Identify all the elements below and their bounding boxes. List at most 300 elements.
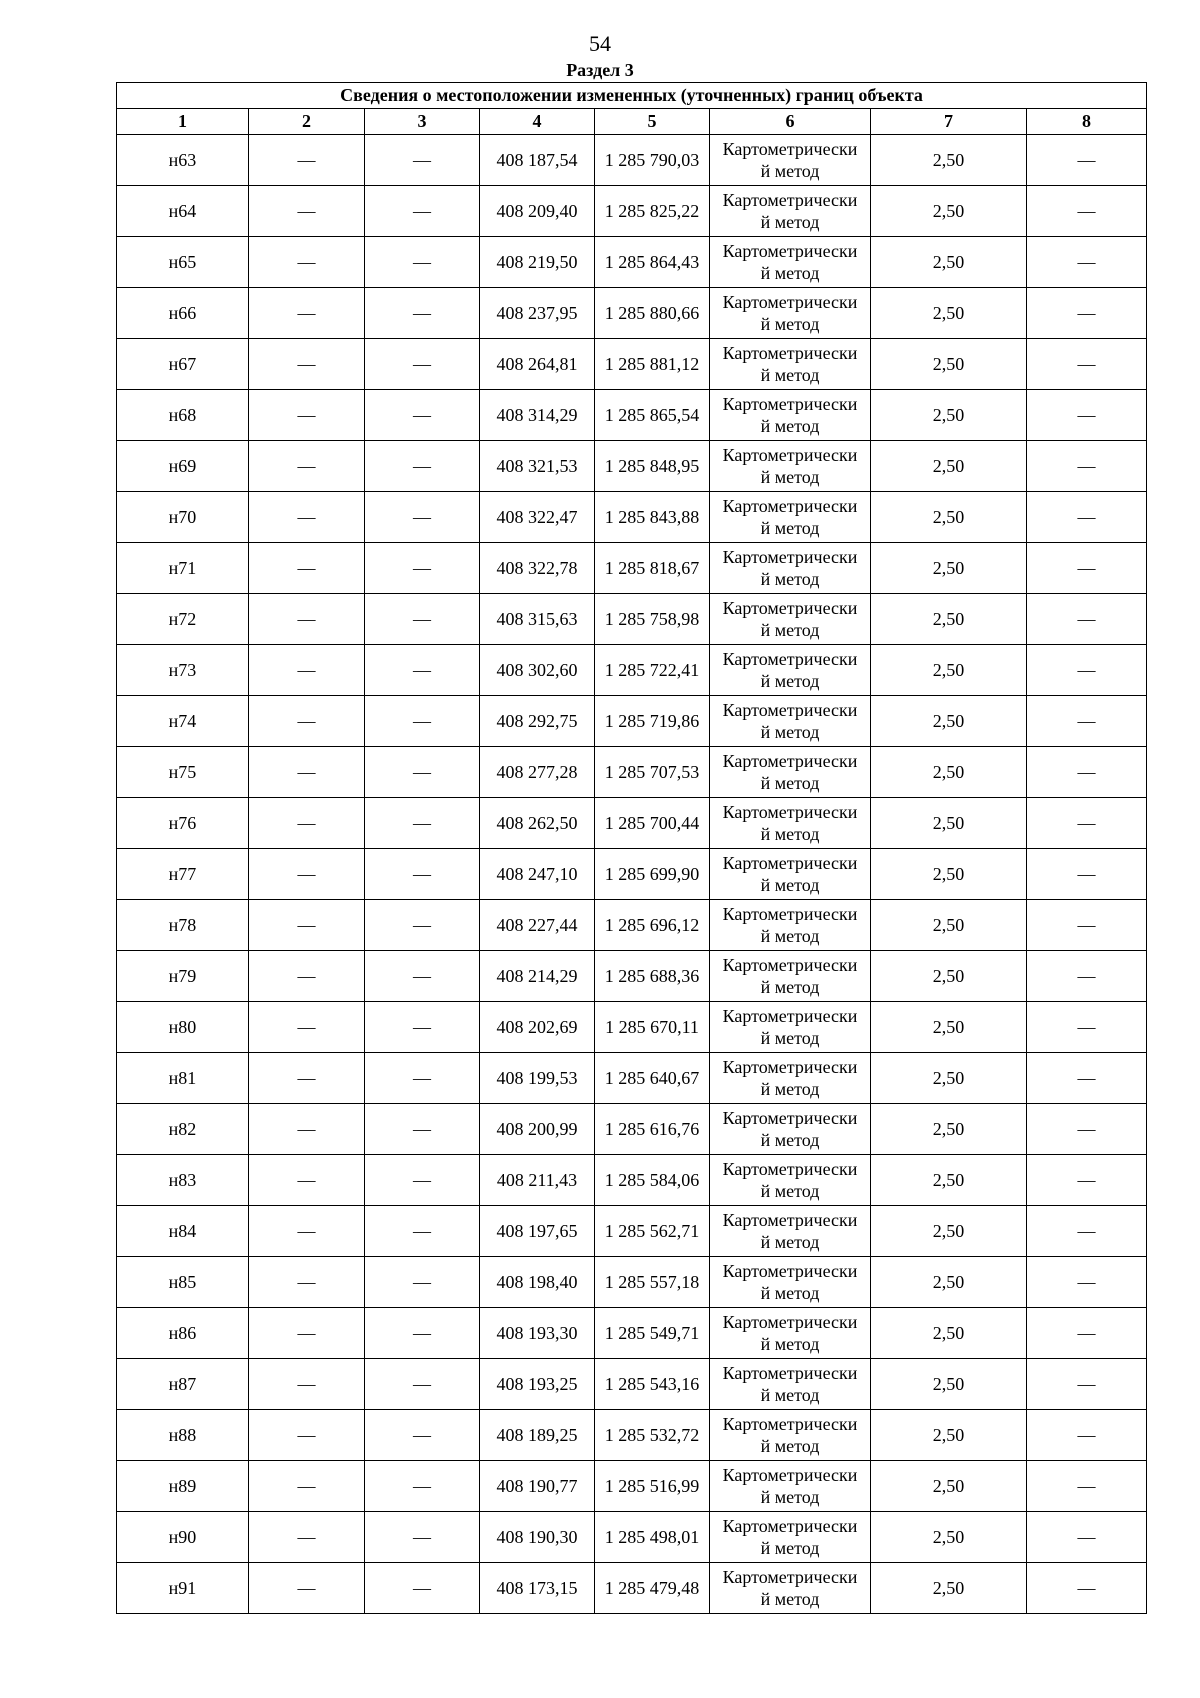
column-8-cell: — bbox=[1027, 1410, 1147, 1461]
method-text-line-2: й метод bbox=[760, 1283, 820, 1303]
column-2-cell: — bbox=[249, 900, 365, 951]
accuracy-cell: 2,50 bbox=[871, 1206, 1027, 1257]
x-coordinate-cell: 408 199,53 bbox=[480, 1053, 595, 1104]
column-number: 4 bbox=[480, 109, 595, 135]
x-coordinate-cell: 408 190,30 bbox=[480, 1512, 595, 1563]
method-cell bbox=[710, 543, 871, 594]
column-3-cell: — bbox=[365, 1563, 480, 1614]
column-2-cell: — bbox=[249, 951, 365, 1002]
column-2-cell: — bbox=[249, 492, 365, 543]
accuracy-cell: 2,50 bbox=[871, 1104, 1027, 1155]
table-row bbox=[117, 696, 1147, 747]
point-cell: н81 bbox=[117, 1053, 249, 1104]
table-row bbox=[117, 288, 1147, 339]
method-cell bbox=[710, 900, 871, 951]
column-3-cell: — bbox=[365, 135, 480, 186]
point-cell: н88 bbox=[117, 1410, 249, 1461]
column-2-cell: — bbox=[249, 1512, 365, 1563]
column-2-cell: — bbox=[249, 135, 365, 186]
method-text-line-1: Картометрически bbox=[722, 343, 858, 363]
accuracy-cell: 2,50 bbox=[871, 1155, 1027, 1206]
method-text-line-1: Картометрически bbox=[722, 802, 858, 822]
column-3-cell: — bbox=[365, 339, 480, 390]
column-3-cell: — bbox=[365, 1002, 480, 1053]
column-8-cell: — bbox=[1027, 186, 1147, 237]
y-coordinate-cell: 1 285 498,01 bbox=[595, 1512, 710, 1563]
boundary-table bbox=[116, 82, 1147, 1614]
y-coordinate-cell: 1 285 543,16 bbox=[595, 1359, 710, 1410]
column-3-cell: — bbox=[365, 645, 480, 696]
column-8-cell: — bbox=[1027, 1461, 1147, 1512]
method-text-line-1: Картометрически bbox=[722, 190, 858, 210]
method-text-line-2: й метод bbox=[760, 875, 820, 895]
column-8-cell: — bbox=[1027, 1512, 1147, 1563]
method-text-line-1: Картометрически bbox=[722, 1210, 858, 1230]
y-coordinate-cell: 1 285 562,71 bbox=[595, 1206, 710, 1257]
accuracy-cell: 2,50 bbox=[871, 237, 1027, 288]
method-text-line-2: й метод bbox=[760, 1538, 820, 1558]
column-3-cell: — bbox=[365, 237, 480, 288]
point-cell: н79 bbox=[117, 951, 249, 1002]
column-2-cell: — bbox=[249, 1563, 365, 1614]
page-number: 54 bbox=[589, 31, 611, 56]
method-text-line-2: й метод bbox=[760, 365, 820, 385]
y-coordinate-cell: 1 285 688,36 bbox=[595, 951, 710, 1002]
column-2-cell: — bbox=[249, 288, 365, 339]
column-3-cell: — bbox=[365, 696, 480, 747]
accuracy-cell: 2,50 bbox=[871, 339, 1027, 390]
method-cell bbox=[710, 1053, 871, 1104]
method-text-line-1: Картометрически bbox=[722, 1465, 858, 1485]
column-3-cell: — bbox=[365, 1308, 480, 1359]
x-coordinate-cell: 408 314,29 bbox=[480, 390, 595, 441]
column-8-cell: — bbox=[1027, 747, 1147, 798]
column-number: 7 bbox=[871, 109, 1027, 135]
method-text-line-1: Картометрически bbox=[722, 904, 858, 924]
point-cell: н70 bbox=[117, 492, 249, 543]
x-coordinate-cell: 408 227,44 bbox=[480, 900, 595, 951]
column-2-cell: — bbox=[249, 1104, 365, 1155]
accuracy-cell: 2,50 bbox=[871, 1512, 1027, 1563]
method-text-line-2: й метод bbox=[760, 1487, 820, 1507]
table-row bbox=[117, 1155, 1147, 1206]
table-row bbox=[117, 237, 1147, 288]
column-2-cell: — bbox=[249, 1155, 365, 1206]
column-2-cell: — bbox=[249, 798, 365, 849]
accuracy-cell: 2,50 bbox=[871, 1359, 1027, 1410]
y-coordinate-cell: 1 285 881,12 bbox=[595, 339, 710, 390]
point-cell: н83 bbox=[117, 1155, 249, 1206]
y-coordinate-cell: 1 285 699,90 bbox=[595, 849, 710, 900]
column-8-cell: — bbox=[1027, 1257, 1147, 1308]
point-cell: н75 bbox=[117, 747, 249, 798]
method-cell bbox=[710, 1002, 871, 1053]
table-row bbox=[117, 900, 1147, 951]
method-text-line-1: Картометрически bbox=[722, 445, 858, 465]
column-8-cell: — bbox=[1027, 135, 1147, 186]
method-text-line-1: Картометрически bbox=[722, 1108, 858, 1128]
column-8-cell: — bbox=[1027, 900, 1147, 951]
x-coordinate-cell: 408 219,50 bbox=[480, 237, 595, 288]
accuracy-cell: 2,50 bbox=[871, 441, 1027, 492]
y-coordinate-cell: 1 285 825,22 bbox=[595, 186, 710, 237]
table-row bbox=[117, 1512, 1147, 1563]
x-coordinate-cell: 408 247,10 bbox=[480, 849, 595, 900]
y-coordinate-cell: 1 285 848,95 bbox=[595, 441, 710, 492]
table-row bbox=[117, 1002, 1147, 1053]
column-number: 8 bbox=[1027, 109, 1147, 135]
column-2-cell: — bbox=[249, 1308, 365, 1359]
column-2-cell: — bbox=[249, 1359, 365, 1410]
method-text-line-2: й метод bbox=[760, 314, 820, 334]
y-coordinate-cell: 1 285 843,88 bbox=[595, 492, 710, 543]
table-row bbox=[117, 390, 1147, 441]
column-3-cell: — bbox=[365, 492, 480, 543]
column-8-cell: — bbox=[1027, 1104, 1147, 1155]
table-row bbox=[117, 441, 1147, 492]
method-cell bbox=[710, 1257, 871, 1308]
y-coordinate-cell: 1 285 880,66 bbox=[595, 288, 710, 339]
y-coordinate-cell: 1 285 584,06 bbox=[595, 1155, 710, 1206]
y-coordinate-cell: 1 285 696,12 bbox=[595, 900, 710, 951]
method-text-line-1: Картометрически bbox=[722, 1567, 858, 1587]
table-row bbox=[117, 339, 1147, 390]
method-text-line-2: й метод bbox=[760, 161, 820, 181]
method-cell bbox=[710, 492, 871, 543]
column-2-cell: — bbox=[249, 696, 365, 747]
method-text-line-2: й метод bbox=[760, 773, 820, 793]
column-2-cell: — bbox=[249, 1410, 365, 1461]
accuracy-cell: 2,50 bbox=[871, 1053, 1027, 1104]
accuracy-cell: 2,50 bbox=[871, 696, 1027, 747]
method-text-line-2: й метод bbox=[760, 620, 820, 640]
column-2-cell: — bbox=[249, 441, 365, 492]
point-cell: н78 bbox=[117, 900, 249, 951]
table-row bbox=[117, 1308, 1147, 1359]
accuracy-cell: 2,50 bbox=[871, 1563, 1027, 1614]
table-row bbox=[117, 951, 1147, 1002]
point-cell: н72 bbox=[117, 594, 249, 645]
y-coordinate-cell: 1 285 864,43 bbox=[595, 237, 710, 288]
column-3-cell: — bbox=[365, 1104, 480, 1155]
column-8-cell: — bbox=[1027, 1308, 1147, 1359]
method-cell bbox=[710, 594, 871, 645]
point-cell: н77 bbox=[117, 849, 249, 900]
column-3-cell: — bbox=[365, 798, 480, 849]
point-cell: н64 bbox=[117, 186, 249, 237]
column-2-cell: — bbox=[249, 1257, 365, 1308]
point-cell: н90 bbox=[117, 1512, 249, 1563]
x-coordinate-cell: 408 214,29 bbox=[480, 951, 595, 1002]
point-cell: н63 bbox=[117, 135, 249, 186]
y-coordinate-cell: 1 285 479,48 bbox=[595, 1563, 710, 1614]
method-text-line-2: й метод bbox=[760, 1130, 820, 1150]
x-coordinate-cell: 408 322,78 bbox=[480, 543, 595, 594]
table-body bbox=[117, 135, 1147, 1614]
y-coordinate-cell: 1 285 865,54 bbox=[595, 390, 710, 441]
method-cell bbox=[710, 441, 871, 492]
accuracy-cell: 2,50 bbox=[871, 1257, 1027, 1308]
x-coordinate-cell: 408 264,81 bbox=[480, 339, 595, 390]
point-cell: н67 bbox=[117, 339, 249, 390]
method-cell bbox=[710, 951, 871, 1002]
method-text-line-1: Картометрически bbox=[722, 139, 858, 159]
method-cell bbox=[710, 1512, 871, 1563]
method-cell bbox=[710, 339, 871, 390]
method-cell bbox=[710, 1410, 871, 1461]
accuracy-cell: 2,50 bbox=[871, 492, 1027, 543]
point-cell: н76 bbox=[117, 798, 249, 849]
point-cell: н91 bbox=[117, 1563, 249, 1614]
method-text-line-1: Картометрически bbox=[722, 1516, 858, 1536]
y-coordinate-cell: 1 285 532,72 bbox=[595, 1410, 710, 1461]
column-2-cell: — bbox=[249, 1053, 365, 1104]
method-cell bbox=[710, 849, 871, 900]
column-8-cell: — bbox=[1027, 645, 1147, 696]
method-text-line-1: Картометрически bbox=[722, 394, 858, 414]
column-8-cell: — bbox=[1027, 1002, 1147, 1053]
method-text-line-2: й метод bbox=[760, 1334, 820, 1354]
column-3-cell: — bbox=[365, 900, 480, 951]
table-row bbox=[117, 135, 1147, 186]
method-text-line-1: Картометрически bbox=[722, 598, 858, 618]
column-8-cell: — bbox=[1027, 1206, 1147, 1257]
method-text-line-1: Картометрически bbox=[722, 1312, 858, 1332]
y-coordinate-cell: 1 285 722,41 bbox=[595, 645, 710, 696]
column-8-cell: — bbox=[1027, 492, 1147, 543]
column-3-cell: — bbox=[365, 1359, 480, 1410]
method-cell bbox=[710, 1308, 871, 1359]
accuracy-cell: 2,50 bbox=[871, 1410, 1027, 1461]
accuracy-cell: 2,50 bbox=[871, 900, 1027, 951]
column-3-cell: — bbox=[365, 1053, 480, 1104]
column-8-cell: — bbox=[1027, 339, 1147, 390]
method-text-line-1: Картометрически bbox=[722, 649, 858, 669]
column-2-cell: — bbox=[249, 237, 365, 288]
column-8-cell: — bbox=[1027, 849, 1147, 900]
x-coordinate-cell: 408 322,47 bbox=[480, 492, 595, 543]
y-coordinate-cell: 1 285 700,44 bbox=[595, 798, 710, 849]
method-text-line-1: Картометрически bbox=[722, 700, 858, 720]
method-text-line-2: й метод bbox=[760, 977, 820, 997]
column-2-cell: — bbox=[249, 747, 365, 798]
method-text-line-1: Картометрически bbox=[722, 1057, 858, 1077]
y-coordinate-cell: 1 285 790,03 bbox=[595, 135, 710, 186]
y-coordinate-cell: 1 285 818,67 bbox=[595, 543, 710, 594]
column-2-cell: — bbox=[249, 339, 365, 390]
column-2-cell: — bbox=[249, 543, 365, 594]
point-cell: н74 bbox=[117, 696, 249, 747]
method-cell bbox=[710, 186, 871, 237]
column-number: 2 bbox=[249, 109, 365, 135]
x-coordinate-cell: 408 187,54 bbox=[480, 135, 595, 186]
x-coordinate-cell: 408 237,95 bbox=[480, 288, 595, 339]
point-cell: н71 bbox=[117, 543, 249, 594]
x-coordinate-cell: 408 190,77 bbox=[480, 1461, 595, 1512]
table-row bbox=[117, 1206, 1147, 1257]
point-cell: н73 bbox=[117, 645, 249, 696]
column-8-cell: — bbox=[1027, 288, 1147, 339]
accuracy-cell: 2,50 bbox=[871, 186, 1027, 237]
point-cell: н80 bbox=[117, 1002, 249, 1053]
method-text-line-1: Картометрически bbox=[722, 1159, 858, 1179]
method-text-line-2: й метод bbox=[760, 926, 820, 946]
column-number: 5 bbox=[595, 109, 710, 135]
point-cell: н82 bbox=[117, 1104, 249, 1155]
column-8-cell: — bbox=[1027, 951, 1147, 1002]
column-3-cell: — bbox=[365, 441, 480, 492]
x-coordinate-cell: 408 209,40 bbox=[480, 186, 595, 237]
x-coordinate-cell: 408 173,15 bbox=[480, 1563, 595, 1614]
point-cell: н68 bbox=[117, 390, 249, 441]
y-coordinate-cell: 1 285 670,11 bbox=[595, 1002, 710, 1053]
method-text-line-2: й метод bbox=[760, 1079, 820, 1099]
table-row bbox=[117, 1410, 1147, 1461]
method-text-line-2: й метод bbox=[760, 1232, 820, 1252]
column-number-row bbox=[117, 109, 1147, 135]
method-cell bbox=[710, 1206, 871, 1257]
column-2-cell: — bbox=[249, 1206, 365, 1257]
method-cell bbox=[710, 1104, 871, 1155]
column-3-cell: — bbox=[365, 849, 480, 900]
point-cell: н69 bbox=[117, 441, 249, 492]
method-cell bbox=[710, 1155, 871, 1206]
x-coordinate-cell: 408 211,43 bbox=[480, 1155, 595, 1206]
column-3-cell: — bbox=[365, 594, 480, 645]
column-3-cell: — bbox=[365, 288, 480, 339]
column-8-cell: — bbox=[1027, 237, 1147, 288]
method-text-line-2: й метод bbox=[760, 1181, 820, 1201]
column-2-cell: — bbox=[249, 390, 365, 441]
table-row bbox=[117, 1461, 1147, 1512]
column-2-cell: — bbox=[249, 1002, 365, 1053]
method-text-line-2: й метод bbox=[760, 263, 820, 283]
table-row bbox=[117, 492, 1147, 543]
table-row bbox=[117, 645, 1147, 696]
table-caption-row bbox=[117, 83, 1147, 109]
y-coordinate-cell: 1 285 719,86 bbox=[595, 696, 710, 747]
accuracy-cell: 2,50 bbox=[871, 747, 1027, 798]
y-coordinate-cell: 1 285 557,18 bbox=[595, 1257, 710, 1308]
column-3-cell: — bbox=[365, 1257, 480, 1308]
accuracy-cell: 2,50 bbox=[871, 390, 1027, 441]
x-coordinate-cell: 408 193,25 bbox=[480, 1359, 595, 1410]
accuracy-cell: 2,50 bbox=[871, 288, 1027, 339]
column-3-cell: — bbox=[365, 543, 480, 594]
method-cell bbox=[710, 1563, 871, 1614]
method-cell bbox=[710, 135, 871, 186]
method-cell bbox=[710, 645, 871, 696]
method-cell bbox=[710, 798, 871, 849]
method-text-line-2: й метод bbox=[760, 722, 820, 742]
column-3-cell: — bbox=[365, 951, 480, 1002]
table-row bbox=[117, 747, 1147, 798]
column-8-cell: — bbox=[1027, 696, 1147, 747]
table-row bbox=[117, 1053, 1147, 1104]
column-3-cell: — bbox=[365, 1461, 480, 1512]
accuracy-cell: 2,50 bbox=[871, 951, 1027, 1002]
y-coordinate-cell: 1 285 707,53 bbox=[595, 747, 710, 798]
column-number: 6 bbox=[710, 109, 871, 135]
column-3-cell: — bbox=[365, 186, 480, 237]
method-text-line-2: й метод bbox=[760, 1436, 820, 1456]
table-row bbox=[117, 543, 1147, 594]
method-text-line-2: й метод bbox=[760, 671, 820, 691]
method-cell bbox=[710, 390, 871, 441]
method-text-line-1: Картометрически bbox=[722, 496, 858, 516]
table-row bbox=[117, 1104, 1147, 1155]
method-text-line-1: Картометрически bbox=[722, 1414, 858, 1434]
method-text-line-2: й метод bbox=[760, 212, 820, 232]
table-caption: Сведения о местоположении измененных (уточненных) границ объекта bbox=[117, 83, 1147, 109]
accuracy-cell: 2,50 bbox=[871, 849, 1027, 900]
column-number: 3 bbox=[365, 109, 480, 135]
method-text-line-1: Картометрически bbox=[722, 1261, 858, 1281]
accuracy-cell: 2,50 bbox=[871, 543, 1027, 594]
method-text-line-2: й метод bbox=[760, 467, 820, 487]
column-3-cell: — bbox=[365, 390, 480, 441]
method-text-line-2: й метод bbox=[760, 1028, 820, 1048]
method-text-line-1: Картометрически bbox=[722, 292, 858, 312]
table-row bbox=[117, 186, 1147, 237]
method-text-line-2: й метод bbox=[760, 569, 820, 589]
column-8-cell: — bbox=[1027, 798, 1147, 849]
section-title: Раздел 3 bbox=[566, 60, 634, 80]
point-cell: н86 bbox=[117, 1308, 249, 1359]
column-8-cell: — bbox=[1027, 1155, 1147, 1206]
x-coordinate-cell: 408 197,65 bbox=[480, 1206, 595, 1257]
x-coordinate-cell: 408 262,50 bbox=[480, 798, 595, 849]
accuracy-cell: 2,50 bbox=[871, 594, 1027, 645]
method-text-line-1: Картометрически bbox=[722, 1006, 858, 1026]
x-coordinate-cell: 408 302,60 bbox=[480, 645, 595, 696]
method-text-line-1: Картометрически bbox=[722, 751, 858, 771]
table-row bbox=[117, 798, 1147, 849]
method-text-line-2: й метод bbox=[760, 518, 820, 538]
accuracy-cell: 2,50 bbox=[871, 1461, 1027, 1512]
method-text-line-2: й метод bbox=[760, 1385, 820, 1405]
method-cell bbox=[710, 696, 871, 747]
column-8-cell: — bbox=[1027, 543, 1147, 594]
table-row bbox=[117, 1563, 1147, 1614]
column-8-cell: — bbox=[1027, 594, 1147, 645]
column-3-cell: — bbox=[365, 1512, 480, 1563]
method-text-line-1: Картометрически bbox=[722, 853, 858, 873]
point-cell: н87 bbox=[117, 1359, 249, 1410]
point-cell: н65 bbox=[117, 237, 249, 288]
method-text-line-1: Картометрически bbox=[722, 547, 858, 567]
column-3-cell: — bbox=[365, 1410, 480, 1461]
column-2-cell: — bbox=[249, 645, 365, 696]
method-text-line-1: Картометрически bbox=[722, 1363, 858, 1383]
method-cell bbox=[710, 1461, 871, 1512]
x-coordinate-cell: 408 198,40 bbox=[480, 1257, 595, 1308]
y-coordinate-cell: 1 285 758,98 bbox=[595, 594, 710, 645]
accuracy-cell: 2,50 bbox=[871, 645, 1027, 696]
x-coordinate-cell: 408 193,30 bbox=[480, 1308, 595, 1359]
table-row bbox=[117, 594, 1147, 645]
x-coordinate-cell: 408 202,69 bbox=[480, 1002, 595, 1053]
y-coordinate-cell: 1 285 616,76 bbox=[595, 1104, 710, 1155]
column-8-cell: — bbox=[1027, 1359, 1147, 1410]
method-cell bbox=[710, 288, 871, 339]
y-coordinate-cell: 1 285 516,99 bbox=[595, 1461, 710, 1512]
column-3-cell: — bbox=[365, 1155, 480, 1206]
column-3-cell: — bbox=[365, 747, 480, 798]
accuracy-cell: 2,50 bbox=[871, 1308, 1027, 1359]
accuracy-cell: 2,50 bbox=[871, 798, 1027, 849]
method-cell bbox=[710, 237, 871, 288]
